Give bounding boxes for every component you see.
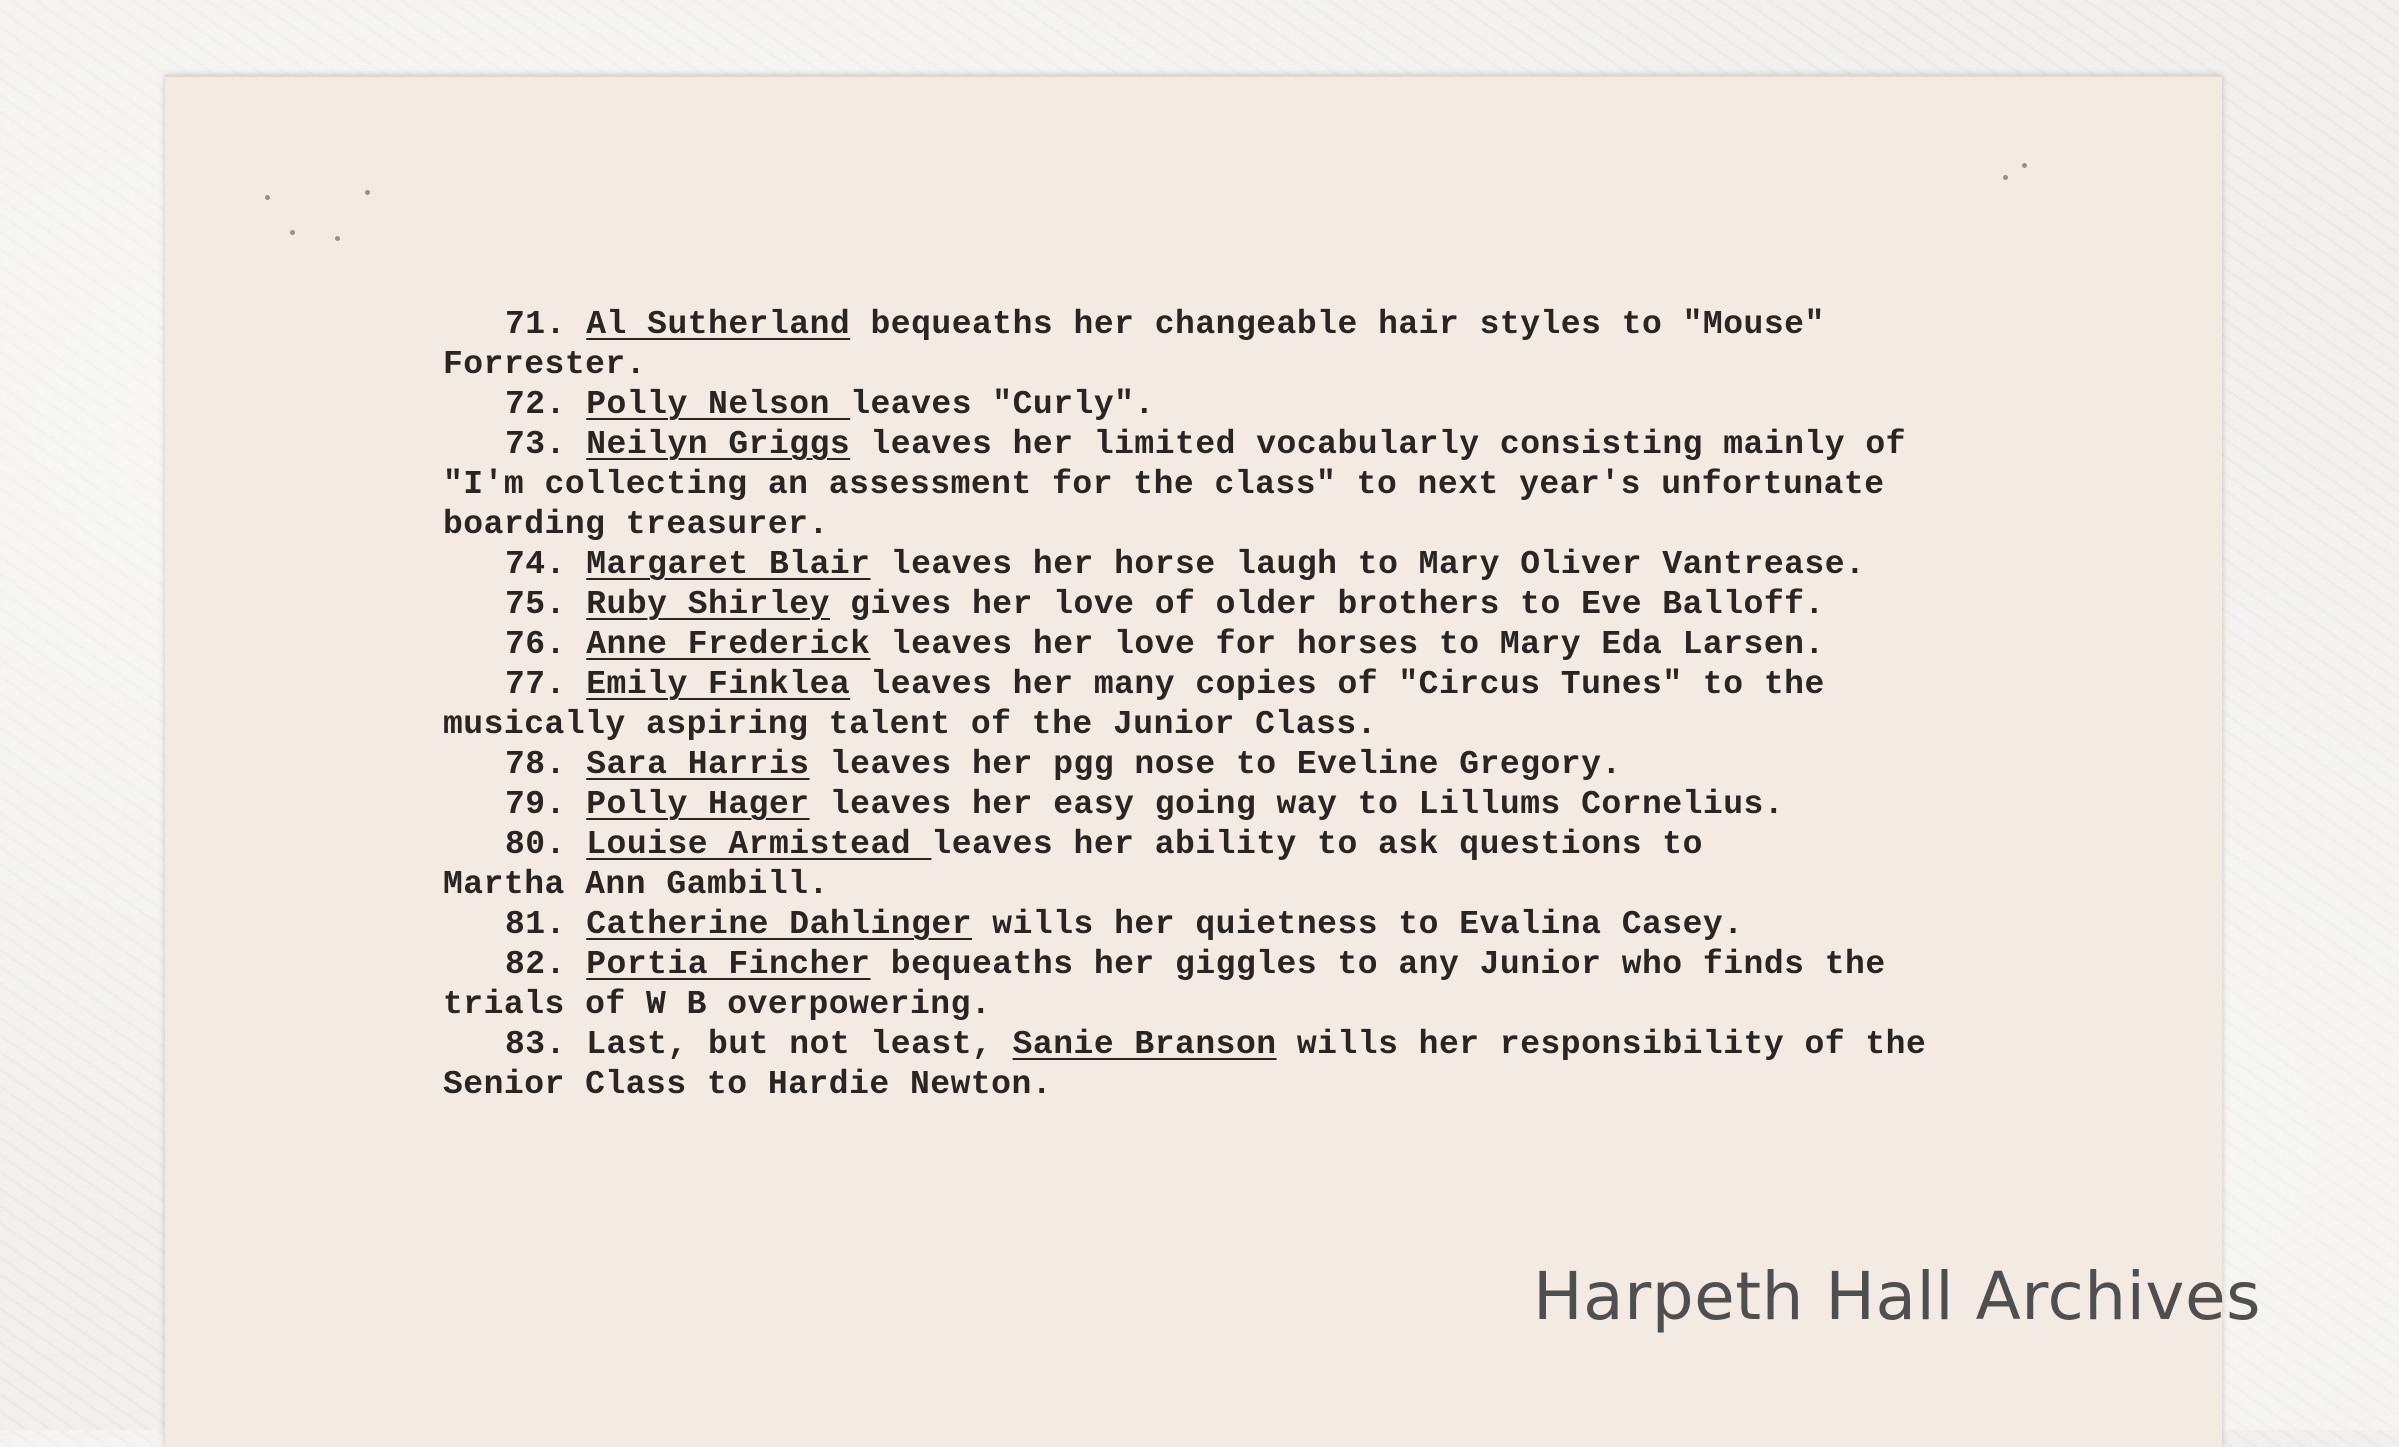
entry-text: Forrester. <box>443 346 647 383</box>
entry-line <box>443 665 2063 705</box>
entry-line <box>443 905 2063 945</box>
entry-text: Senior Class to Hardie Newton. <box>443 1066 1053 1103</box>
student-name: Polly Nelson <box>586 386 851 423</box>
student-name: Emily Finklea <box>586 666 851 703</box>
entry-text: bequeaths her changeable hair styles to "Mouse" <box>850 306 1825 343</box>
entry-line <box>443 585 2063 625</box>
entry-text: leaves her limited vocabularly consisting mainly of <box>850 426 1906 463</box>
entry-number: 82. <box>505 946 566 983</box>
paper-speck <box>2003 175 2008 180</box>
entry-number: 78. <box>505 746 566 783</box>
entry-number: 79. <box>505 786 566 823</box>
entry-text: trials of W B overpowering. <box>443 986 992 1023</box>
student-name: Al Sutherland <box>586 306 851 343</box>
entry-line <box>443 425 2063 465</box>
entry-number: 80. <box>505 826 566 863</box>
entry-line <box>443 505 2063 545</box>
entry-text: leaves her horse laugh to Mary Oliver Vantrease. <box>870 546 1866 583</box>
entry-line <box>443 345 2063 385</box>
entry-number: 77. <box>505 666 566 703</box>
entry-number: 75. <box>505 586 566 623</box>
entry-text: leaves "Curly". <box>850 386 1155 423</box>
student-name: Catherine Dahlinger <box>586 906 972 943</box>
entry-line <box>443 865 2063 905</box>
entry-number: 74. <box>505 546 566 583</box>
student-name: Anne Frederick <box>586 626 871 663</box>
entry-text: gives her love of older brothers to Eve Balloff. <box>829 586 1825 623</box>
entry-number: 73. <box>505 426 566 463</box>
entry-line <box>443 1065 2063 1105</box>
entry-line <box>443 745 2063 785</box>
student-name: Ruby Shirley <box>586 586 830 623</box>
entry-text: wills her quietness to Evalina Casey. <box>972 906 1744 943</box>
paper-speck <box>335 236 340 241</box>
entry-text: leaves her many copies of "Circus Tunes" to the <box>850 666 1825 703</box>
student-name: Louise Armistead <box>586 826 932 863</box>
student-name: Sanie Branson <box>1012 1026 1277 1063</box>
entry-text: Last, but not least, <box>586 1026 1013 1063</box>
entry-line <box>443 785 2063 825</box>
entry-number: 83. <box>505 1026 566 1063</box>
entry-text: boarding treasurer. <box>443 506 829 543</box>
paper-speck <box>265 195 270 200</box>
entry-text: Martha Ann Gambill. <box>443 866 829 903</box>
archive-watermark: Harpeth Hall Archives <box>1533 1258 2261 1335</box>
student-name: Polly Hager <box>586 786 810 823</box>
entry-text: leaves her easy going way to Lillums Cornelius. <box>809 786 1785 823</box>
entry-number: 81. <box>505 906 566 943</box>
student-name: Sara Harris <box>586 746 810 783</box>
entry-text: "I'm collecting an assessment for the class" to next year's unfortunate <box>443 466 1885 503</box>
entry-text: leaves her pgg nose to Eveline Gregory. <box>809 746 1622 783</box>
entry-text: wills her responsibility of the <box>1276 1026 1927 1063</box>
document-body <box>443 305 2063 1105</box>
entry-number: 71. <box>505 306 566 343</box>
student-name: Neilyn Griggs <box>586 426 851 463</box>
entry-line <box>443 545 2063 585</box>
entry-text: leaves her love for horses to Mary Eda Larsen. <box>870 626 1825 663</box>
entry-line <box>443 465 2063 505</box>
entry-text: musically aspiring talent of the Junior Class. <box>443 706 1377 743</box>
entry-text: bequeaths her giggles to any Junior who finds the <box>870 946 1886 983</box>
paper-speck <box>365 190 370 195</box>
student-name: Margaret Blair <box>586 546 871 583</box>
entry-number: 76. <box>505 626 566 663</box>
paper-speck <box>2022 163 2027 168</box>
entry-line <box>443 625 2063 665</box>
student-name: Portia Fincher <box>586 946 871 983</box>
entry-line <box>443 385 2063 425</box>
entry-line <box>443 985 2063 1025</box>
entry-line <box>443 705 2063 745</box>
entry-text: leaves her ability to ask questions to <box>931 826 1703 863</box>
paper-speck <box>290 230 295 235</box>
entry-line <box>443 1025 2063 1065</box>
entry-line <box>443 825 2063 865</box>
entry-line <box>443 945 2063 985</box>
entry-number: 72. <box>505 386 566 423</box>
entry-line <box>443 305 2063 345</box>
